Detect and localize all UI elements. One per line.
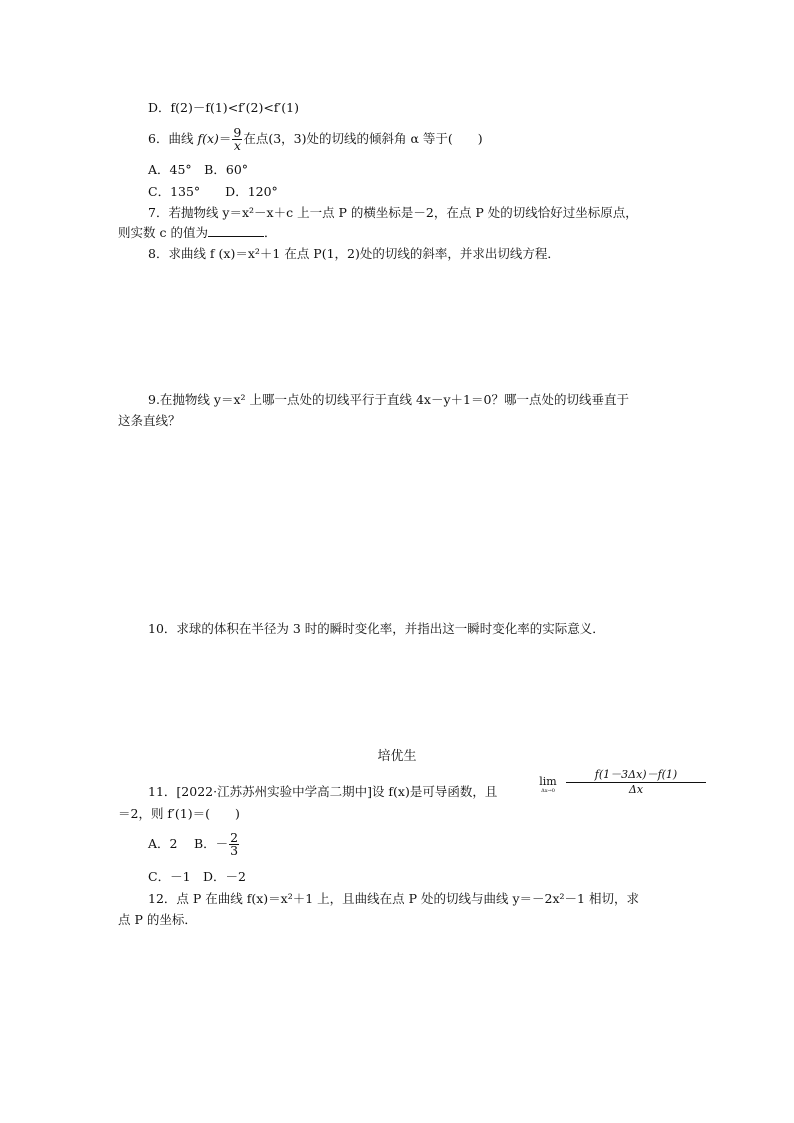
q6-stem: [148, 127, 483, 152]
q11-b-frac-den: 3: [230, 843, 239, 858]
q11-options-row2: C．－1 D．－2: [148, 869, 246, 884]
q11-lim-label: lim: [539, 775, 557, 788]
section-title: 培优生: [377, 749, 417, 764]
q11-lim: [535, 775, 561, 794]
q9-line1: 9.在抛物线 y＝x² 上哪一点处的切线平行于直线 4x－y＋1＝0？哪一点处的切线垂直于: [148, 392, 629, 407]
q7-line2-prefix: 则实数 c 的值为: [118, 225, 208, 240]
q11-b-frac-num: 2: [230, 830, 239, 845]
q6-fraction: [232, 127, 242, 152]
q11-b-fraction: [229, 832, 239, 857]
q7-line2: [118, 225, 276, 241]
q7-answer-blank: [208, 225, 264, 237]
q6-suffix: 在点(3，3)处的切线的倾斜角 α 等于( ): [243, 131, 483, 146]
q12-line1: 12．点 P 在曲线 f(x)＝x²＋1 上，且曲线在点 P 处的切线与曲线 y＝－2x²－1 相切，求: [148, 891, 639, 906]
q6-frac-num: 9: [233, 125, 242, 140]
q11-line1: 11．[2022·江苏苏州实验中学高二期中]设 f(x)是可导函数，且: [148, 784, 498, 799]
q11-options-ab: A．2 B．－: [148, 836, 229, 851]
q6-options-row2: C．135° D．120°: [148, 184, 278, 199]
q11-lim-den: Δx: [628, 783, 644, 796]
q6-options-row1: A．45° B．60°: [148, 162, 249, 177]
q5-option-d: D．f(2)－f(1)<f′(2)<f′(1): [148, 100, 299, 115]
q10-text: 10．求球的体积在半径为 3 时的瞬时变化率，并指出这一瞬时变化率的实际意义．: [148, 621, 605, 636]
q7-line2-suffix: ．: [263, 225, 277, 240]
q6-fx: f(x): [197, 131, 219, 146]
q6-frac-den: x: [233, 138, 241, 153]
q6-eq: ＝: [218, 131, 232, 146]
q11-lim-num: f(1－3Δx)－f(1): [566, 768, 706, 783]
q6-prefix: 6．曲线: [148, 131, 198, 146]
q12-line2: 点 P 的坐标．: [118, 912, 197, 927]
q11-line2: ＝2，则 f′(1)＝( ): [118, 806, 240, 821]
q11-options-row1: [148, 832, 240, 857]
q8-text: 8．求曲线 f (x)＝x²＋1 在点 P(1，2)处的切线的斜率，并求出切线方程．: [148, 246, 560, 261]
q9-line2: 这条直线？: [118, 413, 181, 428]
q11-lim-sub: Δx→0: [541, 788, 555, 794]
q7-line1: 7．若抛物线 y＝x²－x＋c 上一点 P 的横坐标是－2，在点 P 处的切线恰好过坐标原点，: [148, 205, 638, 220]
q11-lim-fraction: [566, 768, 706, 797]
